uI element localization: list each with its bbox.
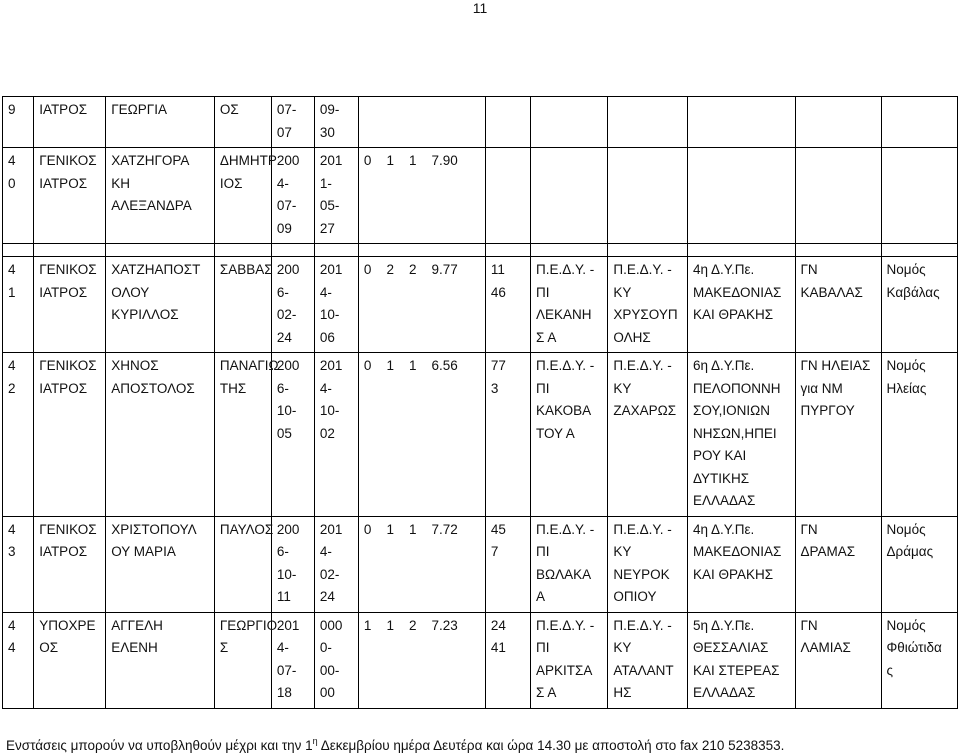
- current-unit-line: Σ Α: [535, 685, 557, 700]
- appointment-date-cell: [271, 353, 314, 517]
- spacer-cell: [214, 244, 271, 257]
- service-date-line: 201: [319, 262, 343, 277]
- service-date-cell: [314, 148, 358, 244]
- appointment-date-cell: [271, 612, 314, 708]
- specialty-line: ΟΣ: [39, 640, 59, 655]
- service-date-line: 4-: [319, 544, 332, 559]
- current-unit-line: ΛΕΚΑΝΗ: [535, 307, 592, 322]
- hospital-line: ΓΝ ΗΛΕΙΑΣ: [800, 358, 871, 373]
- table-row: [3, 257, 958, 353]
- health-region-line: ΣΟΥ,ΙΟΝΙΩΝ: [692, 403, 771, 418]
- hospital-line: ΓΝ: [800, 262, 818, 277]
- health-region-cell: [687, 257, 795, 353]
- appointment-date-line: 09: [276, 220, 292, 236]
- appointment-date-cell: [271, 97, 314, 148]
- current-unit-cell: [530, 612, 607, 708]
- health-region-line: ΜΑΚΕΔΟΝΙΑΣ: [692, 284, 782, 300]
- hospital-cell: [795, 516, 881, 612]
- health-region-cell: [687, 97, 795, 148]
- service-date-line: 0-: [319, 640, 332, 655]
- appointment-date-cell: [271, 148, 314, 244]
- health-region-line: ΕΛΛΑΔΑΣ: [692, 493, 756, 508]
- surname-line: ΧΡΙΣΤΟΠΟΥΛ: [111, 521, 197, 537]
- current-unit-line: ΠΙ: [535, 284, 550, 300]
- requested-unit-line: ΚΥ: [613, 640, 632, 655]
- hospital-cell: [795, 353, 881, 517]
- appointment-date-line: 10-: [276, 566, 297, 582]
- total-score: 7.72: [431, 521, 458, 537]
- service-date-line: 4-: [319, 380, 332, 396]
- current-unit-cell: [530, 148, 607, 244]
- appointment-date-line: 07: [276, 124, 292, 140]
- aa-line: 4: [8, 262, 16, 277]
- current-unit-line: Π.Ε.Δ.Υ. -: [535, 521, 595, 537]
- requested-unit-line: ΗΣ: [613, 685, 632, 700]
- requested-unit-line: ΚΥ: [613, 544, 632, 559]
- appointment-date-line: 10-: [276, 403, 297, 418]
- requested-unit-line: ΟΠΙΟΥ: [613, 589, 657, 604]
- appointment-date-line: 4-: [276, 640, 289, 655]
- aa-line: 4: [8, 617, 16, 633]
- appointment-date-line: 4-: [276, 175, 289, 191]
- current-unit-line: Α: [535, 589, 545, 604]
- surname-cell: [106, 516, 215, 612]
- points-line: 11: [490, 262, 505, 277]
- service-date-line: 24: [319, 589, 335, 604]
- appointment-date-cell: [271, 516, 314, 612]
- aa-line: 9: [8, 102, 16, 117]
- current-unit-line: ΚΑΚΟΒΑ: [535, 403, 592, 418]
- prefecture-cell: [881, 612, 957, 708]
- health-region-line: ΚΑΙ ΘΡΑΚΗΣ: [692, 566, 774, 582]
- table-row: [3, 148, 958, 244]
- father-name-line: Σ: [219, 640, 229, 655]
- service-date-line: 201: [319, 358, 343, 373]
- requested-unit-line: Π.Ε.Δ.Υ. -: [613, 521, 672, 537]
- appointment-date-line: 200: [276, 153, 300, 168]
- surname-line: ΓΕΩΡΓΙΑ: [111, 102, 167, 117]
- specialty-cell: [34, 612, 106, 708]
- score-value: 0: [363, 153, 372, 168]
- spacer-cell: [358, 244, 485, 257]
- score-cell: [358, 97, 485, 148]
- requested-unit-cell: [608, 97, 688, 148]
- father-name-cell: [214, 612, 278, 708]
- service-date-line: 201: [319, 521, 343, 537]
- health-region-line: ΚΑΙ ΘΡΑΚΗΣ: [692, 307, 774, 322]
- current-unit-cell: [530, 516, 607, 612]
- health-region-line: ΠΕΛΟΠΟΝΝΗ: [692, 380, 781, 396]
- current-unit-line: ΠΙ: [535, 544, 550, 559]
- aa-cell: [3, 97, 34, 148]
- current-unit-line: ΠΙ: [535, 640, 550, 655]
- table-row: [3, 516, 958, 612]
- current-unit-line: Σ Α: [535, 329, 557, 345]
- appointment-date-line: 11: [276, 589, 291, 604]
- spacer-row: [3, 244, 958, 257]
- score-value: 1: [386, 153, 394, 168]
- spacer-cell: [271, 244, 314, 257]
- health-region-line: 4η Δ.Υ.Πε.: [692, 262, 755, 277]
- specialty-cell: [34, 257, 106, 353]
- surname-line: ΧΗΝΟΣ: [111, 358, 159, 373]
- score-value: 1: [363, 617, 372, 633]
- specialty-cell: [34, 97, 106, 148]
- father-name-line: ΓΕΩΡΓΙΟ: [219, 617, 278, 633]
- surname-cell: [106, 148, 215, 244]
- points-cell: [485, 516, 530, 612]
- father-name-cell: [214, 148, 277, 244]
- prefecture-line: Καβάλας: [886, 284, 940, 300]
- points-line: 46: [490, 284, 506, 300]
- specialty-line: ΓΕΝΙΚΟΣ: [39, 358, 97, 373]
- surname-line: ΚΗ: [111, 175, 130, 191]
- surname-line: ΑΠΟΣΤΟΛΟΣ: [111, 380, 195, 396]
- service-date-cell: [314, 257, 358, 353]
- service-date-line: 30: [319, 124, 335, 140]
- surname-cell: [106, 97, 215, 148]
- service-date-line: 00-: [319, 662, 340, 678]
- service-date-cell: [314, 612, 358, 708]
- points-line: 7: [490, 544, 499, 559]
- surname-cell: [106, 612, 215, 708]
- current-unit-line: Π.Ε.Δ.Υ. -: [535, 358, 595, 373]
- score-value: 1: [408, 153, 417, 168]
- current-unit-line: Π.Ε.Δ.Υ. -: [535, 262, 595, 277]
- spacer-cell: [3, 244, 34, 257]
- requested-unit-cell: [608, 148, 688, 244]
- surname-line: ΧΑΤΖΗΓΟΡΑ: [111, 153, 190, 168]
- aa-line: 4: [8, 358, 16, 373]
- spacer-cell: [530, 244, 607, 257]
- service-date-line: 10-: [319, 403, 340, 418]
- service-date-cell: [314, 516, 358, 612]
- appointment-date-line: 02-: [276, 307, 297, 322]
- points-line: 45: [490, 521, 506, 537]
- score-value: 1: [408, 521, 417, 537]
- requested-unit-line: ΟΛΗΣ: [613, 329, 651, 345]
- health-region-line: 4η Δ.Υ.Πε.: [692, 521, 755, 537]
- points-line: 24: [490, 617, 506, 633]
- father-name-cell: [214, 353, 279, 517]
- aa-cell: [3, 148, 34, 244]
- score-value: 2: [386, 262, 394, 277]
- health-region-line: ΔΥΤΙΚΗΣ: [692, 470, 750, 486]
- specialty-cell: [34, 516, 106, 612]
- score-cell: [358, 353, 485, 517]
- requested-unit-cell: [608, 516, 688, 612]
- spacer-cell: [795, 244, 881, 257]
- health-region-line: ΘΕΣΣΑΛΙΑΣ: [692, 640, 769, 655]
- aa-cell: [3, 516, 34, 612]
- specialty-line: ΥΠΟΧΡΕ: [39, 617, 96, 633]
- points-cell: [485, 612, 530, 708]
- objections-deadline-note: [6, 736, 784, 753]
- requested-unit-cell: [608, 612, 688, 708]
- service-date-line: 00: [319, 685, 335, 700]
- footer-superscript: η: [312, 736, 318, 746]
- requested-unit-line: Π.Ε.Δ.Υ. -: [613, 358, 672, 373]
- service-date-cell: [314, 97, 358, 148]
- spacer-cell: [608, 244, 688, 257]
- health-region-line: ΕΛΛΑΔΑΣ: [692, 685, 756, 700]
- aa-line: 3: [8, 544, 16, 559]
- appointment-date-line: 6-: [276, 544, 289, 559]
- specialty-line: ΓΕΝΙΚΟΣ: [39, 262, 97, 277]
- surname-line: ΟΥ ΜΑΡΙΑ: [111, 544, 176, 559]
- appointment-date-line: 18: [276, 685, 292, 700]
- service-date-line: 000: [319, 617, 343, 633]
- appointment-date-line: 07-: [276, 102, 297, 117]
- score-cell: [358, 516, 485, 612]
- current-unit-line: ΤΟΥ Α: [535, 425, 575, 441]
- appointment-date-line: 200: [276, 358, 300, 373]
- requested-unit-line: ΚΥ: [613, 380, 632, 396]
- spacer-cell: [485, 244, 530, 257]
- surname-cell: [106, 257, 215, 353]
- father-name-cell: [214, 257, 271, 353]
- spacer-cell: [106, 244, 215, 257]
- points-cell: [485, 353, 530, 517]
- specialty-cell: [34, 353, 106, 517]
- health-region-line: ΚΑΙ ΣΤΕΡΕΑΣ: [692, 662, 780, 678]
- appointment-date-line: 200: [276, 521, 300, 537]
- prefecture-line: Νομός: [886, 358, 926, 373]
- appointment-date-line: 07-: [276, 662, 297, 678]
- specialty-line: ΙΑΤΡΟΣ: [39, 284, 88, 300]
- hospital-cell: [795, 97, 881, 148]
- requested-unit-line: ΚΥ: [613, 284, 632, 300]
- father-name-line: ΙΟΣ: [219, 175, 243, 191]
- points-cell: [485, 148, 530, 244]
- health-region-cell: [687, 612, 795, 708]
- score-cell: [358, 257, 485, 353]
- surname-line: ΚΥΡΙΛΛΟΣ: [111, 307, 179, 322]
- footer-text-start: Ενστάσεις μπορούν να υποβληθούν μέχρι και την 1: [6, 738, 313, 753]
- service-date-line: 09-: [319, 102, 340, 117]
- surname-line: ΟΛΟΥ: [111, 284, 150, 300]
- service-date-line: 02: [319, 425, 335, 441]
- hospital-line: ΓΝ: [800, 521, 818, 537]
- father-name-line: ΠΑΝΑΓΙΩ: [219, 358, 279, 373]
- table-row: [3, 97, 958, 148]
- appointment-date-line: 24: [276, 329, 292, 345]
- prefecture-cell: [881, 516, 957, 612]
- father-name-line: ΔΗΜΗΤΡ: [219, 153, 277, 168]
- total-score: 7.90: [431, 153, 458, 168]
- score-value: 1: [386, 358, 394, 373]
- candidates-table: [2, 96, 958, 709]
- requested-unit-cell: [608, 353, 688, 517]
- score-value: 0: [363, 358, 372, 373]
- health-region-cell: [687, 353, 795, 517]
- aa-line: 4: [8, 640, 16, 655]
- father-name-cell: [214, 516, 274, 612]
- prefecture-cell: [881, 257, 957, 353]
- score-value: 2: [408, 262, 417, 277]
- specialty-line: ΓΕΝΙΚΟΣ: [39, 153, 97, 168]
- aa-cell: [3, 353, 34, 517]
- aa-cell: [3, 257, 34, 353]
- appointment-date-line: 6-: [276, 380, 289, 396]
- hospital-line: ΓΝ: [800, 617, 818, 633]
- service-date-line: 10-: [319, 307, 340, 322]
- specialty-line: ΙΑΤΡΟΣ: [39, 544, 88, 559]
- health-region-line: ΝΗΣΩΝ,ΗΠΕΙ: [692, 425, 777, 441]
- surname-line: ΧΑΤΖΗΑΠΟΣΤ: [111, 262, 201, 277]
- aa-line: 4: [8, 153, 16, 168]
- specialty-line: ΙΑΤΡΟΣ: [39, 175, 88, 191]
- hospital-cell: [795, 257, 881, 353]
- health-region-line: 5η Δ.Υ.Πε.: [692, 617, 755, 633]
- service-date-line: 1-: [319, 175, 332, 191]
- points-line: 3: [490, 380, 499, 396]
- current-unit-line: ΠΙ: [535, 380, 550, 396]
- specialty-line: ΙΑΤΡΟΣ: [39, 102, 88, 117]
- hospital-cell: [795, 148, 881, 244]
- surname-line: ΑΓΓΕΛΗ: [111, 617, 163, 633]
- points-cell: [485, 257, 530, 353]
- appointment-date-line: 05: [276, 425, 292, 441]
- footer-text-end: Δεκεμβρίου ημέρα Δευτέρα και ώρα 14.30 με αποστολή στο fax 210 5238353.: [317, 738, 785, 753]
- prefecture-line: Νομός: [886, 262, 926, 277]
- prefecture-line: ς: [886, 662, 894, 678]
- score-value: 0: [363, 262, 372, 277]
- surname-line: ΑΛΕΞΑΝΔΡΑ: [111, 198, 192, 213]
- requested-unit-cell: [608, 257, 688, 353]
- health-region-line: 6η Δ.Υ.Πε.: [692, 358, 755, 373]
- surname-line: ΕΛΕΝΗ: [111, 640, 158, 655]
- father-name-line: ΟΣ: [219, 102, 239, 117]
- prefecture-cell: [881, 148, 957, 244]
- appointment-date-line: 200: [276, 262, 300, 277]
- requested-unit-line: ΝΕΥΡΟΚ: [613, 566, 670, 582]
- hospital-line: για ΝΜ: [800, 380, 843, 396]
- appointment-date-cell: [271, 257, 314, 353]
- service-date-line: 27: [319, 220, 335, 236]
- aa-cell: [3, 612, 34, 708]
- specialty-cell: [34, 148, 106, 244]
- score-value: 1: [408, 358, 417, 373]
- current-unit-line: ΒΩΛΑΚΑ: [535, 566, 592, 582]
- prefecture-line: Νομός: [886, 617, 926, 633]
- prefecture-line: Νομός: [886, 521, 926, 537]
- health-region-cell: [687, 148, 795, 244]
- score-value: 1: [386, 521, 394, 537]
- hospital-line: ΚΑΒΑΛΑΣ: [800, 284, 863, 300]
- prefecture-cell: [881, 353, 957, 517]
- total-score: 6.56: [431, 358, 458, 373]
- page-number: 11: [472, 0, 488, 16]
- aa-line: 1: [8, 284, 16, 300]
- father-name-cell: [214, 97, 271, 148]
- current-unit-cell: [530, 257, 607, 353]
- specialty-line: ΙΑΤΡΟΣ: [39, 380, 88, 396]
- health-region-line: ΜΑΚΕΔΟΝΙΑΣ: [692, 544, 782, 559]
- appointment-date-line: 07-: [276, 198, 297, 213]
- score-value: 2: [408, 617, 417, 633]
- current-unit-line: ΑΡΚΙΤΣΑ: [535, 662, 593, 678]
- prefecture-cell: [881, 97, 957, 148]
- current-unit-cell: [530, 97, 607, 148]
- hospital-cell: [795, 612, 881, 708]
- total-score: 7.23: [431, 617, 458, 633]
- points-cell: [485, 97, 530, 148]
- requested-unit-line: Π.Ε.Δ.Υ. -: [613, 617, 672, 633]
- service-date-cell: [314, 353, 358, 517]
- surname-cell: [106, 353, 215, 517]
- spacer-cell: [34, 244, 106, 257]
- prefecture-line: Δράμας: [886, 544, 934, 559]
- spacer-cell: [687, 244, 795, 257]
- requested-unit-line: Π.Ε.Δ.Υ. -: [613, 262, 672, 277]
- score-cell: [358, 612, 485, 708]
- score-value: 1: [386, 617, 394, 633]
- table-row: [3, 353, 958, 517]
- points-line: 41: [490, 640, 506, 655]
- health-region-cell: [687, 516, 795, 612]
- score-cell: [358, 148, 485, 244]
- appointment-date-line: 201: [276, 617, 300, 633]
- spacer-cell: [314, 244, 358, 257]
- father-name-line: ΤΗΣ: [219, 380, 247, 396]
- service-date-line: 201: [319, 153, 343, 168]
- hospital-line: ΠΥΡΓΟΥ: [800, 403, 855, 418]
- hospital-line: ΔΡΑΜΑΣ: [800, 544, 856, 559]
- aa-line: 0: [8, 175, 16, 191]
- father-name-line: ΣΑΒΒΑΣ: [219, 262, 273, 277]
- table-row: [3, 612, 958, 708]
- current-unit-cell: [530, 353, 607, 517]
- points-line: 77: [490, 358, 506, 373]
- specialty-line: ΓΕΝΙΚΟΣ: [39, 521, 97, 537]
- appointment-date-line: 6-: [276, 284, 289, 300]
- hospital-line: ΛΑΜΙΑΣ: [800, 640, 851, 655]
- requested-unit-line: ΧΡΥΣΟΥΠ: [613, 307, 678, 322]
- requested-unit-line: ΖΑΧΑΡΩΣ: [613, 403, 677, 418]
- spacer-cell: [881, 244, 957, 257]
- total-score: 9.77: [431, 262, 458, 277]
- service-date-line: 05-: [319, 198, 340, 213]
- prefecture-line: Φθιώτιδα: [886, 640, 942, 655]
- current-unit-line: Π.Ε.Δ.Υ. -: [535, 617, 595, 633]
- service-date-line: 4-: [319, 284, 332, 300]
- father-name-line: ΠΑΥΛΟΣ: [219, 521, 274, 537]
- service-date-line: 06: [319, 329, 335, 345]
- service-date-line: 02-: [319, 566, 340, 582]
- prefecture-line: Ηλείας: [886, 380, 927, 396]
- score-value: 0: [363, 521, 372, 537]
- aa-line: 4: [8, 521, 16, 537]
- health-region-line: ΡΟΥ ΚΑΙ: [692, 448, 747, 463]
- aa-line: 2: [8, 380, 16, 396]
- requested-unit-line: ΑΤΑΛΑΝΤ: [613, 662, 674, 678]
